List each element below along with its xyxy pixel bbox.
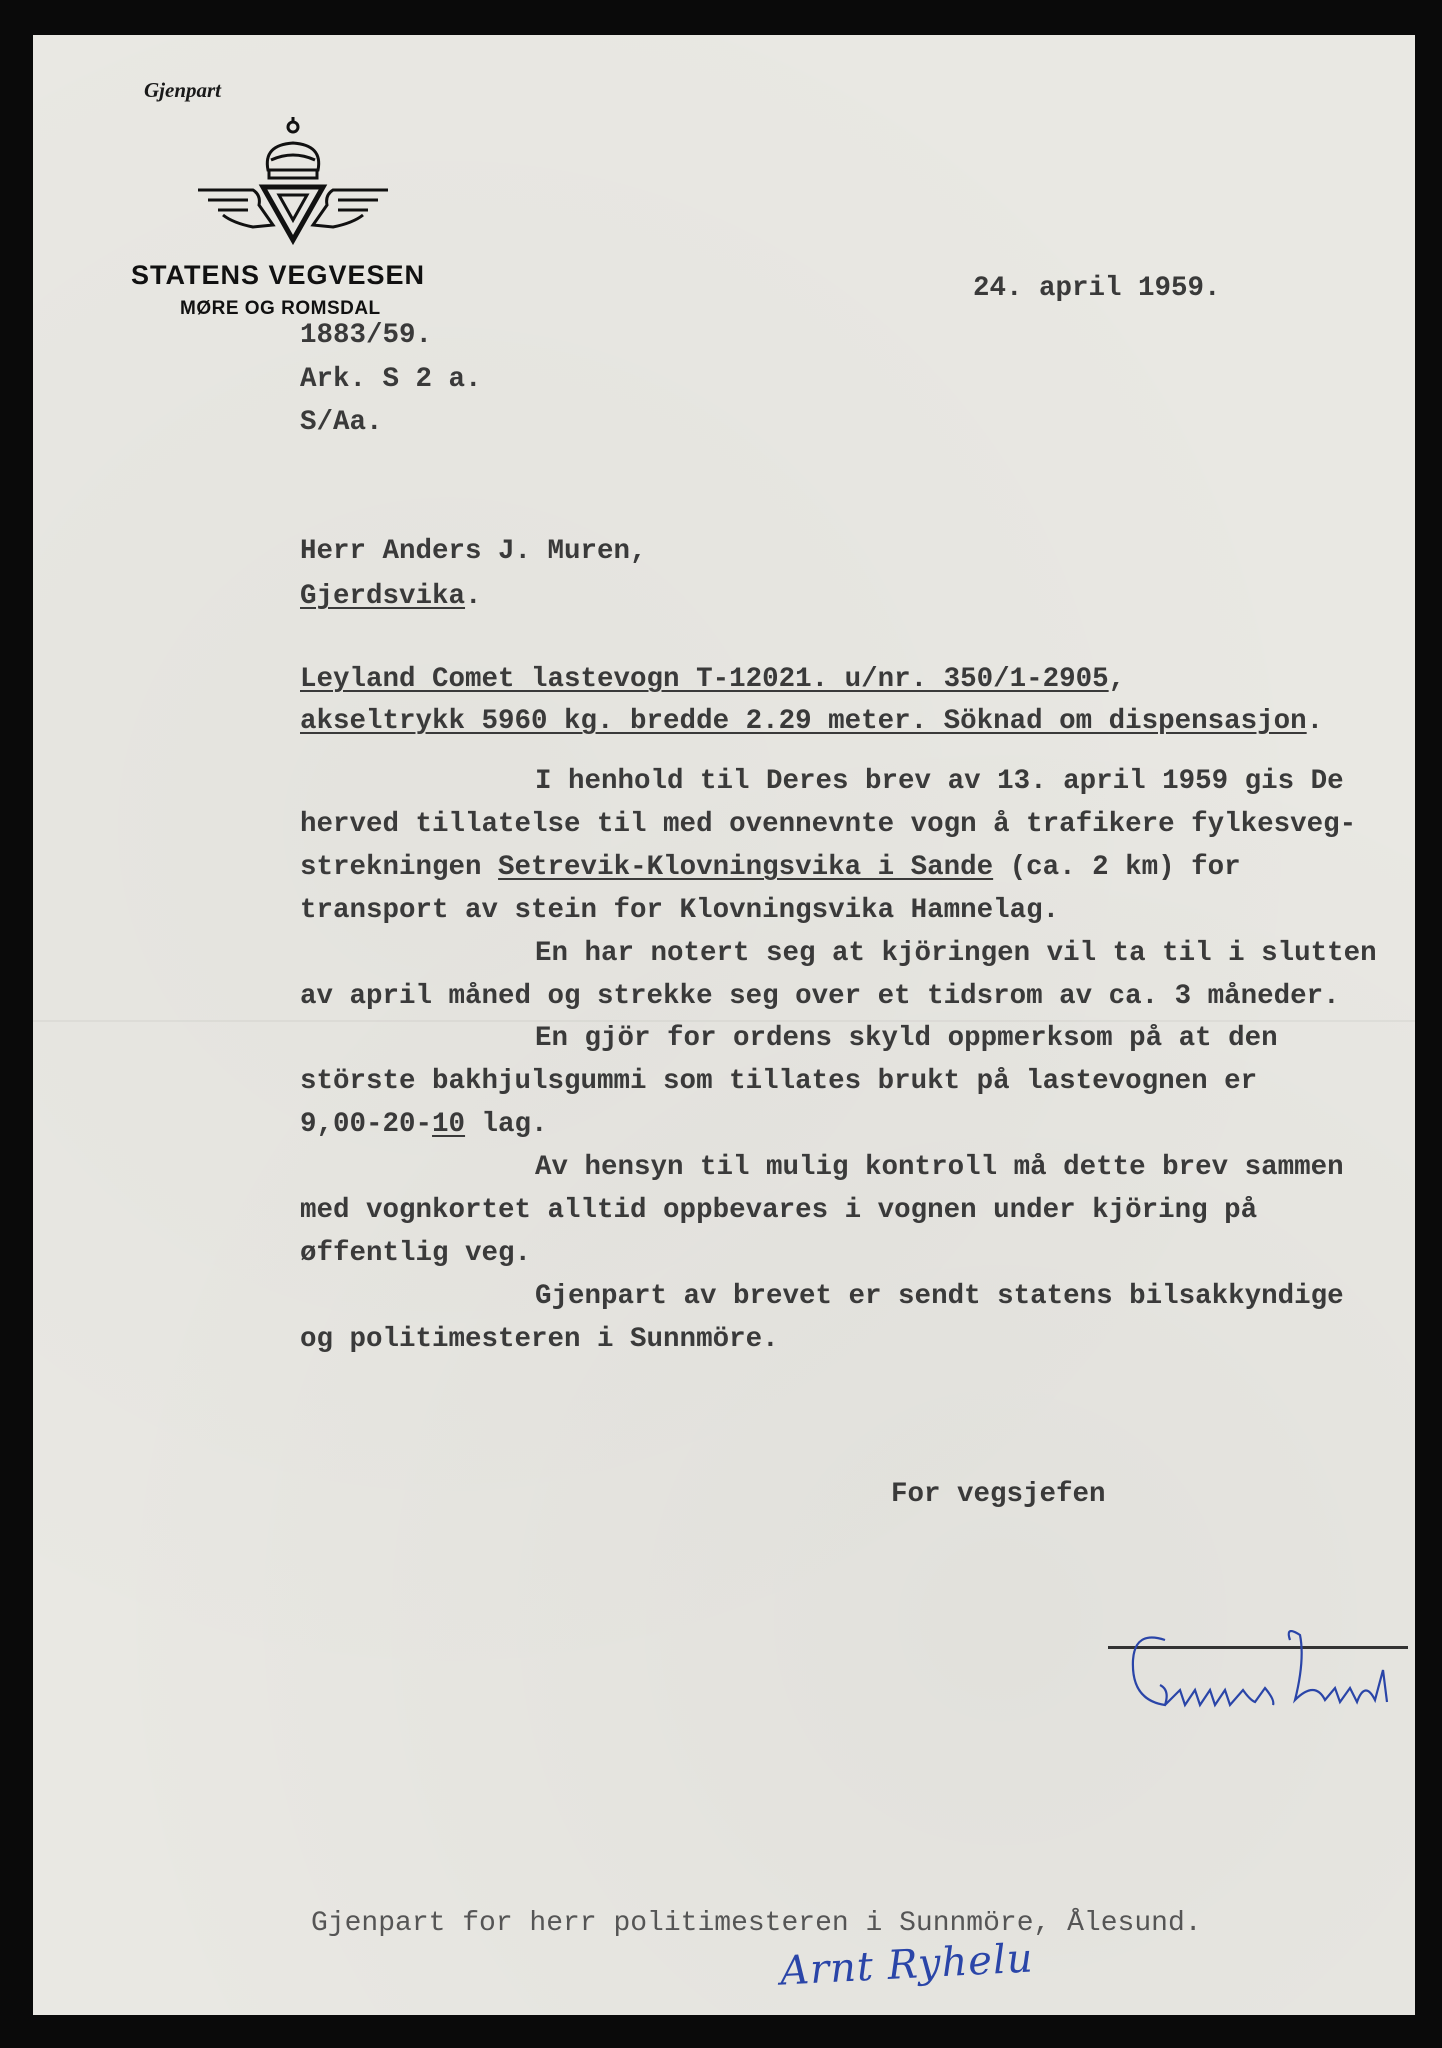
body-text: (ca. 2 km) for [993,852,1241,883]
fold-line [33,1020,1415,1022]
org-region: MØRE OG ROMSDAL [180,298,381,319]
recipient-place-text: Gjerdsvika [300,581,466,612]
ply-rating: 10 [432,1109,466,1140]
org-name: STATENS VEGVESEN [131,260,426,290]
body-line: En har notert seg at kjöringen vil ta til i slutten [535,938,1377,969]
recipient-place-suffix: . [465,581,482,612]
body-line: transport av stein for Klovningsvika Hamnelag. [300,895,1060,926]
body-line: störste bakhjulsgummi som tillates brukt på lastevognen er [300,1066,1258,1097]
body-line [300,1109,548,1140]
subject-line-1 [300,664,1142,695]
subject-comma: , [1108,664,1142,695]
body-line: med vognkortet alltid oppbevares i vognen under kjöring på [300,1195,1258,1226]
archive-code: Ark. S 2 a. [300,364,482,395]
body-line: herved tillatelse til med ovennevnte vogn å trafikere fylkesveg- [300,809,1357,840]
recipient-name: Herr Anders J. Muren, [300,536,647,567]
body-line: og politimesteren i Sunnmöre. [300,1324,779,1355]
copy-mark: Gjenpart [144,78,222,102]
footer-handwritten-signature: Arnt Ryhelu [778,1935,1035,1995]
handwritten-signature [1125,1630,1415,1730]
body-line: En gjör for ordens skyld oppmerksom på at den [535,1023,1278,1054]
copy-note: Gjenpart for herr politimesteren i Sunnmöre, Ålesund. [311,1908,1202,1939]
body-text: strekningen [300,852,499,883]
route-name: Setrevik-Klovningsvika i Sande [498,852,994,883]
body-text: lag. [465,1109,548,1140]
body-line: øffentlig veg. [300,1238,532,1269]
body-line: Av hensyn til mulig kontroll må dette brev sammen [535,1152,1344,1183]
subject-text-1: Leyland Comet lastevogn T-12021. u/nr. 350/1-2905 [300,664,1109,695]
body-line: I henhold til Deres brev av 13. april 1959 gis De [535,766,1344,797]
body-line: Gjenpart av brevet er sendt statens bilsakkyndige [535,1281,1344,1312]
reference-number: 1883/59. [300,320,433,351]
subject-text-2: akseltrykk 5960 kg. bredde 2.29 meter. Söknad om dispensasjon [300,706,1307,737]
recipient-place [300,581,482,612]
closing: For vegsjefen [891,1479,1106,1510]
body-line: av april måned og strekke seg over et tidsrom av ca. 3 måneder. [300,981,1340,1012]
subject-period: . [1306,706,1324,737]
letter-date: 24. april 1959. [973,273,1221,304]
body-line [300,852,1241,883]
crown-wings-logo-icon [193,115,393,250]
subject-line-2 [300,706,1323,737]
body-text: 9,00-20- [300,1109,433,1140]
initials: S/Aa. [300,407,383,438]
